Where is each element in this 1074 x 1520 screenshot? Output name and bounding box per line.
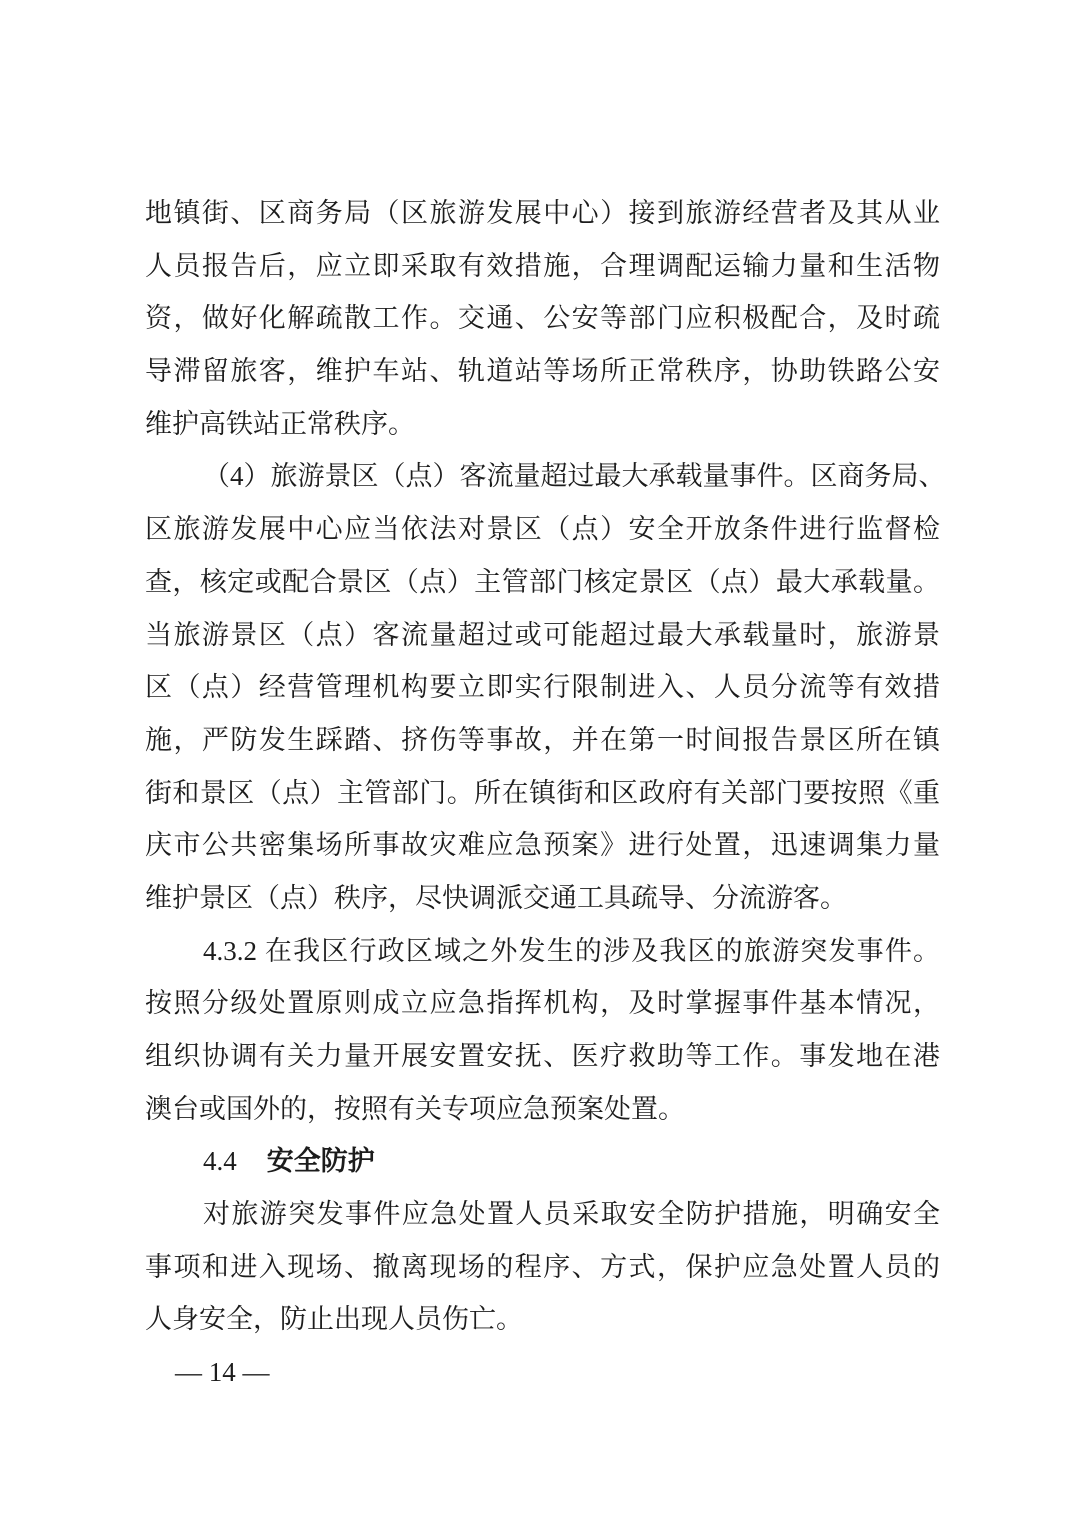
text-line: 组织协调有关力量开展安置安抚、医疗救助等工作。事发地在港 <box>145 1041 940 1071</box>
section-heading <box>145 1135 940 1188</box>
paragraph <box>145 925 940 1136</box>
page-number: — 14 — <box>175 1357 270 1387</box>
paragraph <box>145 187 940 450</box>
text-line: 地镇街、区商务局（区旅游发展中心）接到旅游经营者及其从业 <box>145 198 940 228</box>
text-line: 当旅游景区（点）客流量超过或可能超过最大承载量时，旅游景 <box>145 619 940 650</box>
text-line: 维护高铁站正常秩序。 <box>145 408 415 439</box>
text-line: （4）旅游景区（点）客流量超过最大承载量事件。区商务局、 <box>203 461 946 492</box>
text-line: 资，做好化解疏散工作。交通、公安等部门应积极配合，及时疏 <box>145 303 940 334</box>
text-line: 区旅游发展中心应当依法对景区（点）安全开放条件进行监督检 <box>145 514 940 545</box>
text-line: 人员报告后，应立即采取有效措施，合理调配运输力量和生活物 <box>145 250 940 281</box>
section-number: 4.4 <box>203 1146 237 1177</box>
text-line: 导滞留旅客，维护车站、轨道站等场所正常秩序，协助铁路公安 <box>145 356 940 387</box>
text-line: 街和景区（点）主管部门。所在镇街和区政府有关部门要按照《重 <box>145 777 940 808</box>
text-line: 查，核定或配合景区（点）主管部门核定景区（点）最大承载量。 <box>145 566 940 597</box>
body-text <box>145 187 946 1346</box>
paragraph <box>145 1188 940 1346</box>
text-line: 澳台或国外的，按照有关专项应急预案处置。 <box>145 1093 685 1124</box>
text-line: 区（点）经营管理机构要立即实行限制进入、人员分流等有效措 <box>145 672 940 703</box>
text-line: 事项和进入现场、撤离现场的程序、方式，保护应急处置人员的 <box>145 1251 940 1282</box>
text-line: 施，严防发生踩踏、挤伤等事故，并在第一时间报告景区所在镇 <box>145 724 940 755</box>
text-line: 人身安全，防止出现人员伤亡。 <box>145 1304 523 1335</box>
text-line: 对旅游突发事件应急处置人员采取安全防护措施，明确安全 <box>203 1199 940 1230</box>
section-title: 安全防护 <box>266 1146 375 1177</box>
text-line: 按照分级处置原则成立应急指挥机构，及时掌握事件基本情况， <box>145 988 940 1019</box>
paragraph <box>145 450 946 924</box>
text-line: 4.3.2 在我区行政区域之外发生的涉及我区的旅游突发事件。 <box>203 935 940 966</box>
text-line: 庆市公共密集场所事故灾难应急预案》进行处置，迅速调集力量 <box>145 830 940 861</box>
text-line: 维护景区（点）秩序，尽快调派交通工具疏导、分流游客。 <box>145 882 847 913</box>
